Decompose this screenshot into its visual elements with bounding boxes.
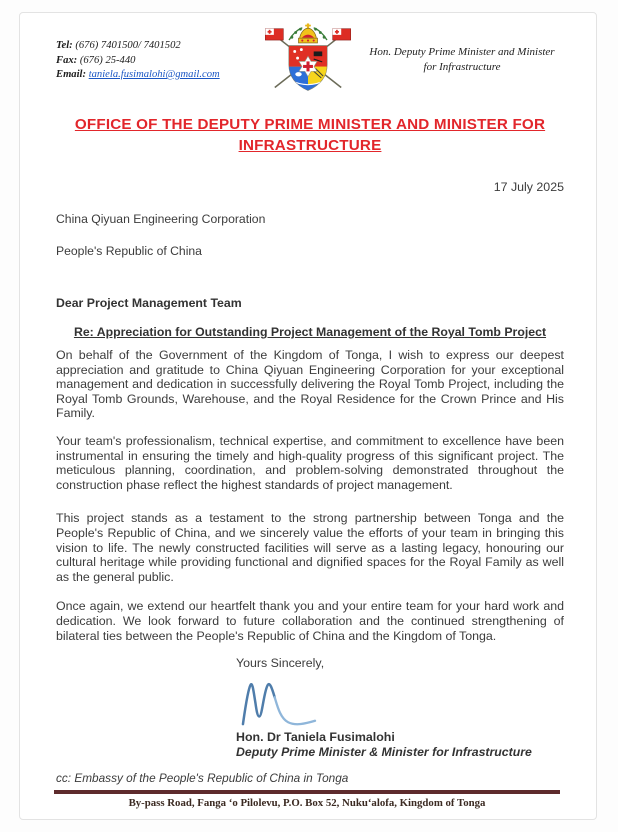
tel-line: [56, 39, 256, 54]
body-paragraph-1: On behalf of the Government of the Kingdom of Tonga, I wish to express our deepest appreciation and gratitude to China Qiyuan Engineering Corporation for your exceptional management and dedication in successfully delivering the Royal Tomb Project, including the Royal Tomb Grounds, Warehouse, and the Royal Residence for the Crown Prince and His Family.: [56, 348, 564, 421]
signature-ink: [237, 678, 564, 728]
email-link[interactable]: taniela.fusimalohi@gmail.com: [88, 69, 220, 80]
signatory-title: Deputy Prime Minister & Minister for Infrastructure: [236, 745, 532, 760]
body-paragraph-2: Your team's professionalism, technical expertise, and commitment to excellence have been instrumental in ensuring the timely and high-quality progress of this significant project. The meticulous planning, coordination, and problem-solving demonstrated throughout the construction phase reflect the highest standards of project management.: [56, 433, 564, 492]
tonga-coat-of-arms-icon: [256, 23, 360, 102]
recipient-name: China Qiyuan Engineering Corporation: [56, 212, 266, 226]
footer-rule: [54, 790, 560, 794]
tel-value: (676) 7401500/ 7401502: [75, 40, 181, 51]
letter-date: 17 July 2025: [493, 180, 564, 194]
recipient-country: People's Republic of China: [56, 244, 202, 258]
subject-line: Re: Appreciation for Outstanding Project Management of the Royal Tomb Project: [73, 325, 547, 339]
tel-label: Tel:: [56, 40, 73, 51]
office-heading: OFFICE OF THE DEPUTY PRIME MINISTER AND MINISTER FOR INFRASTRUCTURE: [74, 116, 546, 154]
footer-address: By-pass Road, Fanga ‘o Pilolevu, P.O. Box 52, Nuku‘alofa, Kingdom of Tonga: [128, 797, 486, 809]
email-label: Email:: [56, 69, 87, 80]
closing-phrase: Yours Sincerely,: [236, 656, 325, 671]
body-paragraph-3: This project stands as a testament to the strong partnership between Tonga and the People's Republic of China, and we sincerely value the efforts of your team in bringing this vision to life. The newly constructed facilities will serve as a lasting legacy, honouring our cultural heritage while providing functional and dignified spaces for the Royal Family as well as the general public.: [56, 511, 564, 584]
page-footer: [54, 790, 560, 809]
letterhead: [56, 21, 564, 102]
letter-page: [19, 12, 597, 820]
signatory-name: Hon. Dr Taniela Fusimalohi: [236, 730, 395, 745]
salutation: Dear Project Management Team: [56, 296, 242, 310]
cc-line: cc: Embassy of the People's Republic of China in Tonga: [56, 771, 349, 786]
fax-value: (676) 25-440: [79, 54, 136, 66]
fax-label: Fax:: [56, 54, 78, 66]
fax-line: [56, 54, 256, 69]
body-paragraph-4: Once again, we extend our heartfelt thank you and your entire team for your hard work and dedication. We look forward to future collaboration and the continued strengthening of bilateral ties between the People's Republic of China and the Kingdom of Tonga.: [56, 599, 564, 643]
minister-title: Hon. Deputy Prime Minister and Minister for Infrastructure: [369, 46, 555, 73]
email-line: [56, 68, 256, 83]
contact-block: [56, 39, 256, 83]
